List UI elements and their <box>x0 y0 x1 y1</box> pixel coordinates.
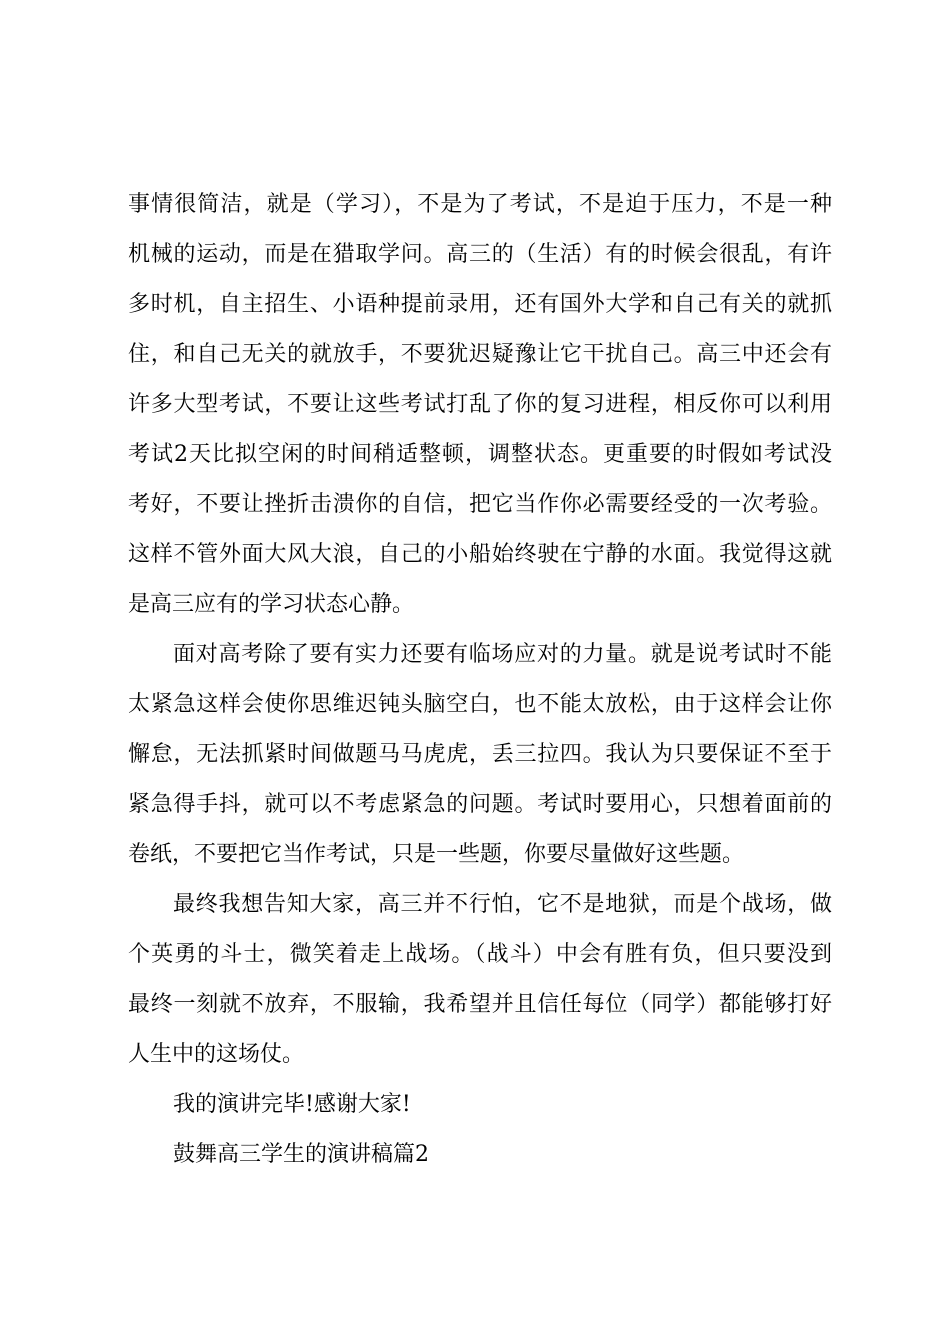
paragraph-1-line-2: 机械的运动，而是在猎取学问。高三的（生活）有的时候会很乱，有许 <box>128 242 832 267</box>
paragraph-1-line-5: 许多大型考试，不要让这些考试打乱了你的复习进程，相反你可以利用 <box>128 392 832 417</box>
paragraph-1-line-4: 住，和自己无关的就放手，不要犹迟疑豫让它干扰自己。高三中还会有 <box>128 342 832 367</box>
next-section-heading: 鼓舞高三学生的演讲稿篇2 <box>173 1142 429 1167</box>
paragraph-1-line-6: 考试2天比拟空闲的时间稍适整顿，调整状态。更重要的时假如考试没 <box>128 442 832 467</box>
paragraph-2-line-3: 懈怠，无法抓紧时间做题马马虎虎，丢三拉四。我认为只要保证不至于 <box>128 742 832 767</box>
paragraph-1-line-8: 这样不管外面大风大浪，自己的小船始终驶在宁静的水面。我觉得这就 <box>128 542 832 567</box>
paragraph-2-line-5: 卷纸，不要把它当作考试，只是一些题，你要尽量做好这些题。 <box>128 842 745 867</box>
paragraph-3-line-4: 人生中的这场仗。 <box>128 1042 305 1067</box>
paragraph-1-line-1: 事情很简洁，就是（学习），不是为了考试，不是迫于压力，不是一种 <box>128 192 832 217</box>
paragraph-1-line-7: 考好，不要让挫折击溃你的自信，把它当作你必需要经受的一次考验。 <box>128 492 832 517</box>
paragraph-2-line-1: 面对高考除了要有实力还要有临场应对的力量。就是说考试时不能 <box>173 642 832 667</box>
paragraph-1-line-9: 是高三应有的学习状态心静。 <box>128 592 415 617</box>
paragraph-1-line-3: 多时机，自主招生、小语种提前录用，还有国外大学和自己有关的就抓 <box>128 292 832 317</box>
closing-line: 我的演讲完毕!感谢大家! <box>173 1092 411 1117</box>
paragraph-3-line-1: 最终我想告知大家，高三并不行怕，它不是地狱，而是个战场，做 <box>173 892 832 917</box>
paragraph-2-line-2: 太紧急这样会使你思维迟钝头脑空白，也不能太放松，由于这样会让你 <box>128 692 832 717</box>
paragraph-3-line-2: 个英勇的斗士，微笑着走上战场。（战斗）中会有胜有负，但只要没到 <box>128 942 832 967</box>
paragraph-2-line-4: 紧急得手抖，就可以不考虑紧急的问题。考试时要用心，只想着面前的 <box>128 792 832 817</box>
paragraph-3-line-3: 最终一刻就不放弃，不服输，我希望并且信任每位（同学）都能够打好 <box>128 992 832 1017</box>
